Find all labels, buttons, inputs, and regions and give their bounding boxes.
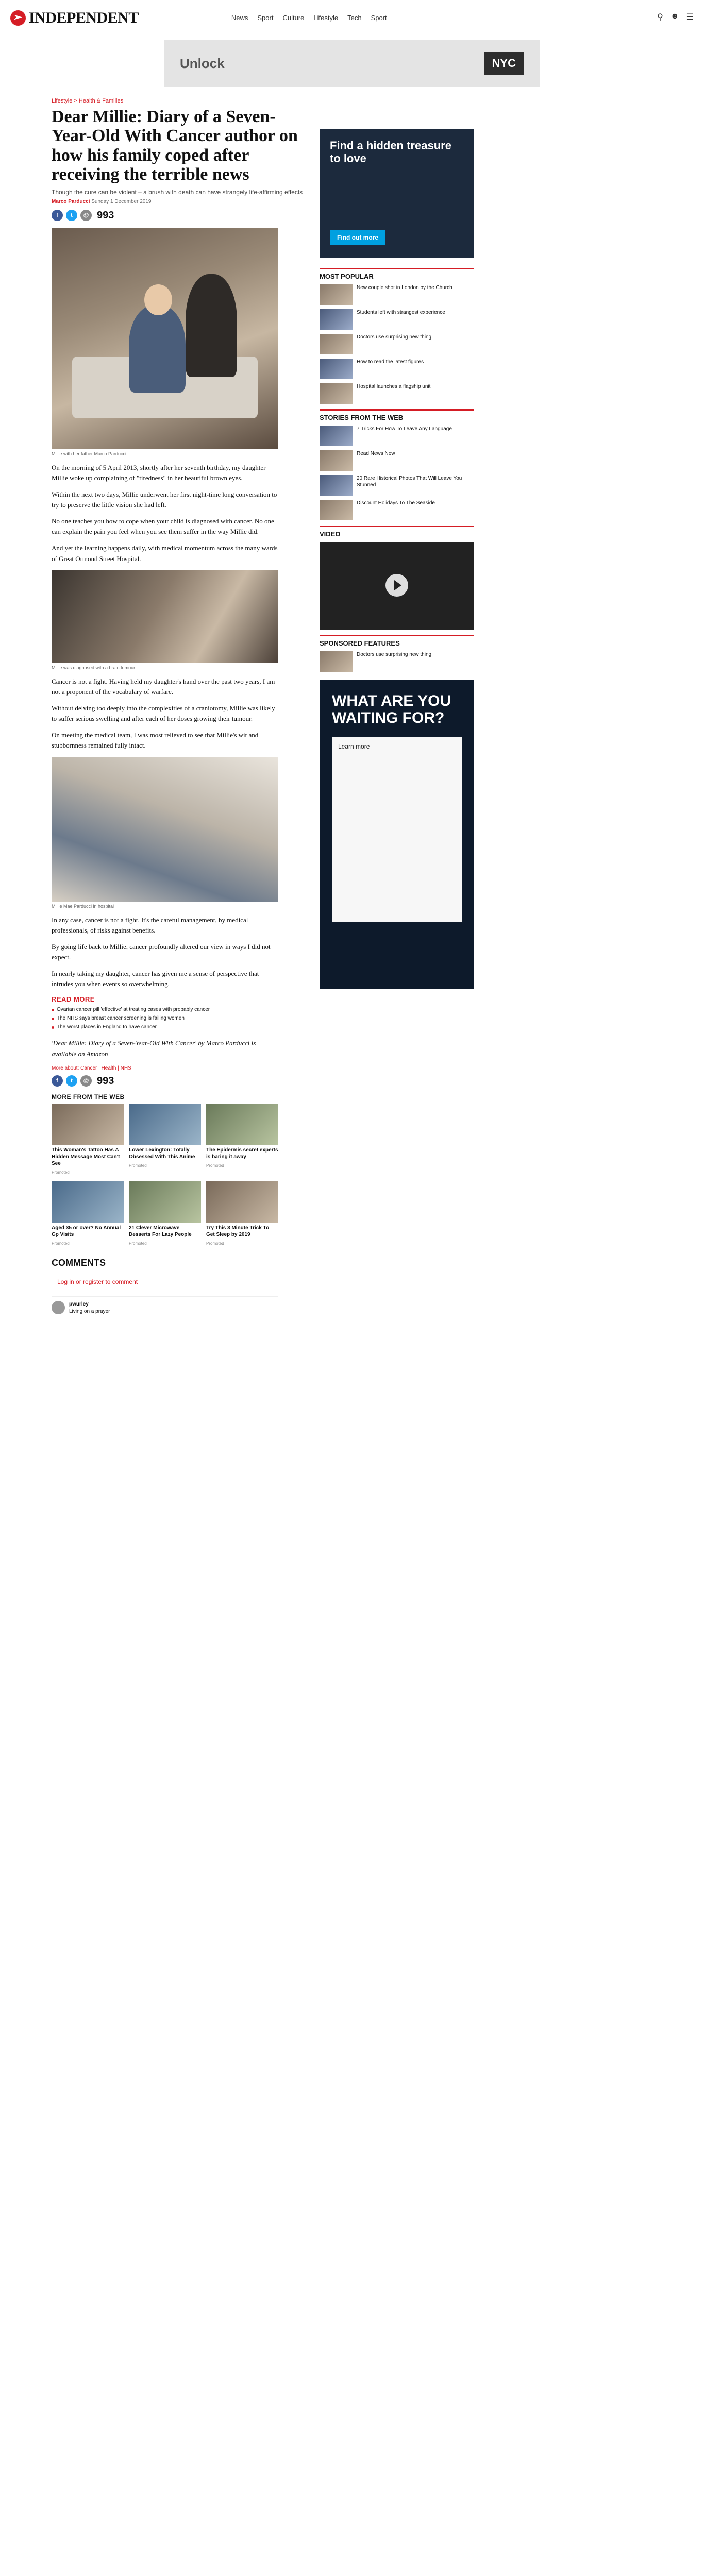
byline	[52, 199, 309, 205]
daughter-figure	[129, 305, 186, 393]
author-link[interactable]: Marco Parducci	[52, 198, 90, 205]
byline-date: Sunday 1 December 2019	[90, 198, 152, 205]
site-header	[0, 0, 704, 36]
topic-tags[interactable]: More about: Cancer | Health | NHS	[52, 1065, 131, 1071]
skyscraper-ad[interactable]	[320, 680, 474, 989]
thumbnail	[320, 334, 353, 354]
read-more-link[interactable]: The worst places in England to have cancer	[52, 1024, 278, 1031]
share-bar	[52, 210, 309, 222]
card-image	[52, 1181, 124, 1223]
popular-item[interactable]	[320, 334, 474, 354]
card-title: Lower Lexington: Totally Obsessed With This Anime	[129, 1147, 195, 1160]
hero-image	[52, 228, 278, 449]
share-count: 993	[97, 1075, 114, 1087]
popular-title: Doctors use surprising new thing	[357, 334, 432, 340]
read-more-title: READ MORE	[52, 995, 95, 1004]
thumbnail	[320, 450, 353, 471]
popular-item[interactable]	[320, 309, 474, 330]
comment	[52, 1296, 278, 1319]
card-title: Try This 3 Minute Trick To Get Sleep by 2019	[206, 1225, 270, 1238]
share-bar-bottom	[52, 1075, 309, 1087]
web-card[interactable]	[129, 1181, 201, 1247]
share-count: 993	[97, 209, 114, 221]
card-image	[129, 1104, 201, 1145]
nav-item[interactable]: Culture	[282, 14, 305, 22]
popular-title: How to read the latest figures	[357, 359, 424, 365]
article-body	[52, 1038, 309, 1059]
menu-icon[interactable]: ☰	[686, 13, 694, 22]
email-icon[interactable]: @	[80, 210, 92, 221]
article-body	[52, 676, 309, 751]
article-body	[52, 463, 309, 564]
web-card[interactable]	[129, 1104, 201, 1176]
thumbnail	[320, 426, 353, 446]
section-heading: MORE FROM THE WEB	[52, 1093, 125, 1100]
card-image	[206, 1181, 278, 1223]
web-card[interactable]	[206, 1181, 278, 1247]
site-logo[interactable]: INDEPENDENT	[10, 9, 139, 27]
ad-panel: Learn more	[332, 737, 462, 922]
paragraph: No one teaches you how to cope when your child is diagnosed with cancer. No one can explain the pain you feel when you see them suffer in the way Millie did.	[52, 517, 274, 536]
web-card[interactable]	[52, 1181, 124, 1247]
thumbnail	[320, 500, 353, 520]
facebook-icon[interactable]: f	[52, 210, 63, 221]
ad-logo: NYC	[484, 52, 524, 75]
nav-item[interactable]: Tech	[347, 14, 362, 22]
thumbnail	[320, 475, 353, 496]
story-title: 7 Tricks For How To Leave Any Language	[357, 426, 452, 432]
inline-image	[52, 757, 278, 902]
paragraph: Within the next two days, Millie underwent her first night-time long conversation to try to preserve the little vision she had left.	[52, 490, 277, 509]
play-icon[interactable]	[385, 574, 408, 597]
image-caption: Millie Mae Parducci in hospital	[52, 903, 114, 909]
right-rail	[320, 129, 490, 997]
standfirst: Though the cure can be violent – a brush with death can have strangely life-affirming effects	[52, 188, 303, 196]
sponsored-title: Doctors use surprising new thing	[357, 652, 432, 657]
paragraph: Without delving too deeply into the complexities of a craniotomy, Millie was likely to suffer serious swelling and after each of her doses growing their tumour.	[52, 704, 275, 723]
twitter-icon[interactable]: t	[66, 210, 77, 221]
breadcrumb[interactable]: Lifestyle > Health & Families	[52, 98, 124, 104]
card-source: Promoted	[129, 1163, 147, 1168]
closing-paragraph: 'Dear Millie: Diary of a Seven-Year-Old With Cancer' by Marco Parducci is available on Amazon	[52, 1039, 256, 1058]
paragraph: Cancer is not a fight. Having held my daughter's hand over the past two years, I am not a proponent of the vocabulary of warfare.	[52, 677, 275, 696]
sponsored-heading: SPONSORED FEATURES	[320, 635, 474, 647]
card-image	[129, 1181, 201, 1223]
sponsored-item[interactable]	[320, 651, 474, 672]
login-prompt[interactable]: Log in or register to comment	[52, 1273, 278, 1291]
top-ad-banner[interactable]	[164, 40, 540, 87]
web-card[interactable]	[52, 1104, 124, 1176]
image-caption: Millie was diagnosed with a brain tumour	[52, 665, 136, 670]
card-source: Promoted	[206, 1163, 224, 1168]
main-nav	[231, 14, 387, 22]
card-source: Promoted	[129, 1241, 147, 1246]
popular-title: Hospital launches a flagship unit	[357, 384, 431, 389]
paragraph: In nearly taking my daughter, cancer has given me a sense of perspective that intrudes you when events so overwhelming.	[52, 970, 259, 988]
card-title: Aged 35 or over? No Annual Gp Visits	[52, 1225, 121, 1238]
article-title: Dear Millie: Diary of a Seven-Year-Old With Cancer author on how his family coped after receiving the terrible news	[52, 107, 298, 184]
facebook-icon[interactable]: f	[52, 1075, 63, 1087]
comments-section	[52, 1258, 309, 1319]
popular-item[interactable]	[320, 359, 474, 379]
paragraph: On meeting the medical team, I was most relieved to see that Millie's wit and stubbornness remained fully intact.	[52, 731, 259, 750]
email-icon[interactable]: @	[80, 1075, 92, 1087]
inline-image	[52, 570, 278, 663]
paragraph: By going life back to Millie, cancer profoundly altered our view in ways I did not expect.	[52, 942, 271, 961]
video-player[interactable]	[320, 542, 474, 630]
header-icons	[657, 12, 694, 22]
ad-headline: Unlock	[180, 55, 225, 71]
thumbnail	[320, 359, 353, 379]
article-body	[52, 915, 309, 990]
story-title: 20 Rare Historical Photos That Will Leave You Stunned	[357, 476, 462, 488]
daughter-head	[144, 284, 172, 315]
story-title: Read News Now	[357, 451, 395, 456]
web-card[interactable]	[206, 1104, 278, 1176]
avatar	[52, 1301, 65, 1314]
paragraph: On the morning of 5 April 2013, shortly after her seventh birthday, my daughter Millie woke up complaining of "tiredness" in her beautiful brown eyes.	[52, 463, 266, 482]
read-more-link[interactable]: The NHS says breast cancer screening is failing women	[52, 1015, 278, 1022]
nav-item[interactable]: News	[231, 14, 248, 22]
video-heading: VIDEO	[320, 526, 474, 538]
popular-title: Students left with strangest experience	[357, 310, 445, 315]
search-icon[interactable]: ⚲	[657, 13, 663, 22]
web-story[interactable]	[320, 475, 474, 496]
read-more-link[interactable]: Ovarian cancer pill 'effective' at treating cases with probably cancer	[52, 1006, 278, 1013]
rail-ad[interactable]	[320, 129, 474, 258]
father-figure	[186, 274, 237, 377]
comment-text: Living on a prayer	[69, 1308, 110, 1314]
popular-item[interactable]	[320, 284, 474, 305]
more-from-web	[52, 1093, 309, 1247]
ad-button[interactable]: Find out more	[330, 230, 385, 245]
web-story[interactable]	[320, 450, 474, 471]
comments-title: COMMENTS	[52, 1257, 106, 1268]
web-story[interactable]	[320, 500, 474, 520]
twitter-icon[interactable]: t	[66, 1075, 77, 1087]
card-source: Promoted	[52, 1170, 70, 1175]
web-story[interactable]	[320, 426, 474, 446]
story-title: Discount Holidays To The Seaside	[357, 500, 435, 506]
card-image	[52, 1104, 124, 1145]
paragraph: And yet the learning happens daily, with medical momentum across the many wards of Great Ormond Street Hospital.	[52, 544, 278, 563]
thumbnail	[320, 383, 353, 404]
card-source: Promoted	[52, 1241, 70, 1246]
bird-icon	[10, 10, 26, 26]
ad-headline: Find a hidden treasure to love	[330, 139, 451, 165]
paragraph: In any case, cancer is not a fight. It's the careful management, by medical professionals, of risks against benefits.	[52, 916, 248, 934]
thumbnail	[320, 284, 353, 305]
card-title: 21 Clever Microwave Desserts For Lazy People	[129, 1225, 192, 1238]
stories-web-heading: STORIES FROM THE WEB	[320, 409, 474, 421]
card-title: The Epidermis secret experts is baring it away	[206, 1147, 278, 1160]
card-image	[206, 1104, 278, 1145]
user-icon[interactable]: ☻	[670, 12, 679, 21]
ad-headline: WHAT ARE YOU WAITING FOR?	[332, 692, 451, 726]
thumbnail	[320, 651, 353, 672]
popular-item[interactable]	[320, 383, 474, 404]
most-popular-heading: MOST POPULAR	[320, 268, 474, 280]
card-source: Promoted	[206, 1241, 224, 1246]
article-column	[52, 98, 309, 1319]
card-title: This Woman's Tattoo Has A Hidden Message Most Can't See	[52, 1147, 120, 1166]
read-more	[52, 995, 278, 1031]
thumbnail	[320, 309, 353, 330]
nav-item[interactable]: Sport	[371, 14, 387, 22]
nav-item[interactable]: Lifestyle	[313, 14, 339, 22]
popular-title: New couple shot in London by the Church	[357, 285, 452, 291]
comment-user[interactable]: pwurley	[69, 1301, 89, 1307]
nav-item[interactable]: Sport	[257, 14, 274, 22]
image-caption: Millie with her father Marco Parducci	[52, 451, 127, 456]
